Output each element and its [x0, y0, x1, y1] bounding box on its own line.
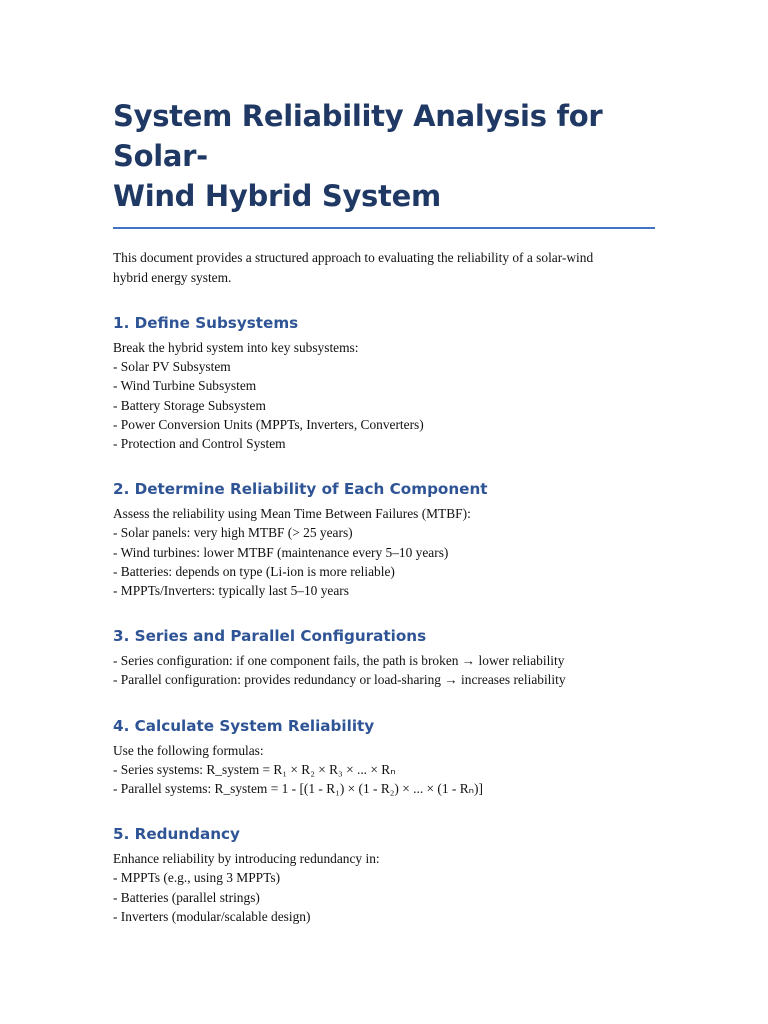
- section-intro: Assess the reliability using Mean Time Between Failures (MTBF):: [113, 506, 471, 522]
- section-list: [113, 760, 655, 798]
- list-item: - MPPTs (e.g., using 3 MPPTs): [113, 870, 281, 886]
- document-intro: [113, 248, 655, 287]
- section-intro: Break the hybrid system into key subsystems:: [113, 340, 359, 355]
- document-title: [113, 96, 655, 216]
- list-item: - Power Conversion Units (MPPTs, Inverters, Converters): [113, 416, 424, 432]
- document-page: [113, 96, 655, 926]
- list-item: - Batteries (parallel strings): [113, 889, 260, 905]
- section-list: [113, 523, 655, 600]
- section-heading: 4. Calculate System Reliability: [113, 716, 375, 735]
- list-item: - MPPTs/Inverters: typically last 5–10 years: [113, 583, 349, 599]
- title-underline: [113, 227, 655, 229]
- list-item: - Battery Storage Subsystem: [113, 397, 266, 413]
- list-item: - Inverters (modular/scalable design): [113, 908, 311, 924]
- section-heading: 5. Redundancy: [113, 825, 240, 844]
- section-define-subsystems: [113, 313, 655, 453]
- list-item: - Solar panels: very high MTBF (> 25 years): [113, 525, 353, 541]
- intro-line-1: This document provides a structured approach to evaluating the reliability of a solar-wind: [113, 250, 594, 265]
- document-title-line-2: Wind Hybrid System: [113, 179, 441, 213]
- list-item: - Series configuration: if one component fails, the path is broken → lower reliability: [113, 653, 565, 669]
- section-component-reliability: [113, 479, 655, 600]
- section-intro: Use the following formulas:: [113, 742, 264, 758]
- section-list: [113, 868, 655, 926]
- formula-item: - Parallel systems: R_system = 1 - [(1 - R₁) × (1 - R₂) × ... × (1 - Rₙ)]: [113, 781, 483, 797]
- section-list: [113, 651, 655, 689]
- section-intro: Enhance reliability by introducing redundancy in:: [113, 851, 380, 867]
- section-heading: 1. Define Subsystems: [113, 314, 299, 332]
- list-item: - Batteries: depends on type (Li-ion is more reliable): [113, 563, 395, 579]
- intro-line-2: hybrid energy system.: [113, 269, 232, 285]
- formula-item: - Series systems: R_system = R₁ × R₂ × R₃ × ... × Rₙ: [113, 761, 396, 777]
- list-item: - Parallel configuration: provides redundancy or load-sharing → increases reliability: [113, 672, 566, 688]
- section-series-parallel: [113, 626, 655, 689]
- list-item: - Protection and Control System: [113, 436, 286, 452]
- section-heading: 3. Series and Parallel Configurations: [113, 627, 427, 646]
- document-title-line-1: System Reliability Analysis for Solar-: [113, 99, 603, 173]
- section-list: [113, 357, 655, 453]
- section-heading: 2. Determine Reliability of Each Component: [113, 480, 488, 499]
- section-redundancy: [113, 824, 655, 926]
- list-item: - Solar PV Subsystem: [113, 359, 231, 375]
- list-item: - Wind turbines: lower MTBF (maintenance every 5–10 years): [113, 544, 449, 560]
- section-calculate-reliability: [113, 716, 655, 799]
- list-item: - Wind Turbine Subsystem: [113, 378, 257, 394]
